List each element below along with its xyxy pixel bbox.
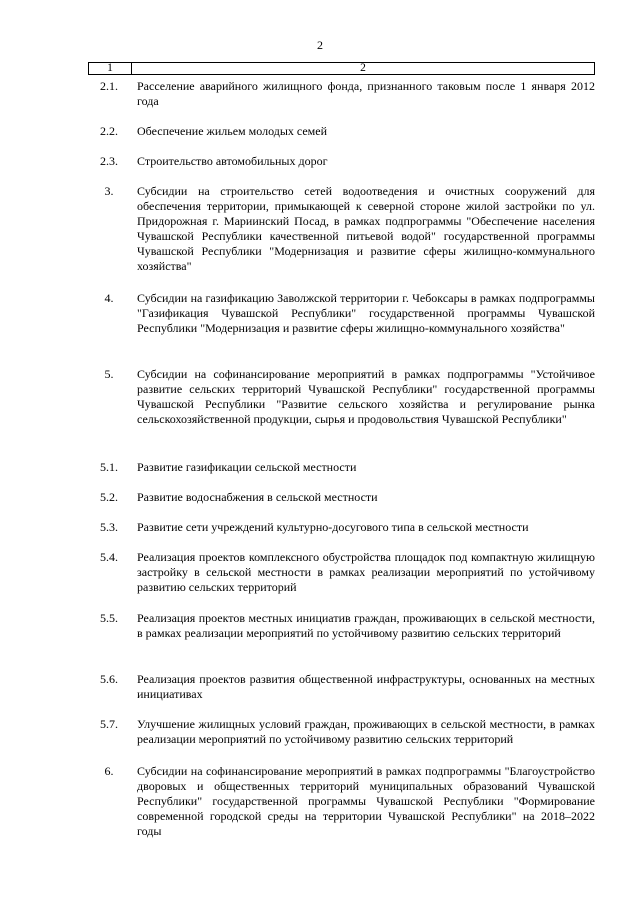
table-row <box>88 520 595 535</box>
table-row <box>88 184 595 274</box>
row-number: 5. <box>104 367 114 381</box>
row-number: 6. <box>104 764 114 778</box>
table-row <box>88 672 595 702</box>
row-number: 5.6. <box>100 672 118 686</box>
table-row <box>88 154 595 169</box>
row-text: Улучшение жилищных условий граждан, проживающих в сельской местности, в рамках реализации мероприятий по устойчивому развитию сельских территорий <box>137 717 595 746</box>
row-number: 5.1. <box>100 460 118 474</box>
row-text: Расселение аварийного жилищного фонда, признанного таковым после 1 января 2012 года <box>137 79 595 108</box>
table-row <box>88 611 595 641</box>
row-text: Субсидии на софинансирование мероприятий в рамках подпрограммы "Устойчивое развитие сельских территорий Чувашской Республики" государственной программы Чувашской Республики "Развитие сельского хозяйства и регулирование рынка сельскохозяйственной продукции, сырья и продовольствия Чувашской Республики" <box>137 367 595 426</box>
row-number: 5.3. <box>100 520 118 534</box>
header-col-1: 1 <box>89 63 132 74</box>
page-number: 2 <box>317 38 323 52</box>
row-number: 5.4. <box>100 550 118 564</box>
table-row <box>88 124 595 139</box>
row-text: Развитие газификации сельской местности <box>137 460 357 474</box>
table-row <box>88 717 595 747</box>
row-number: 5.2. <box>100 490 118 504</box>
row-text: Реализация проектов местных инициатив граждан, проживающих в сельской местности, в рамках реализации мероприятий по устойчивому развитию сельских территорий <box>137 611 595 640</box>
row-text: Субсидии на софинансирование мероприятий в рамках подпрограммы "Благоустройство дворовых и общественных территорий муниципальных образований Чувашской Республики" государственной программы Чувашской Республики "Формирование современной городской среды на территории Чувашской Республики" на 2018–2022 годы <box>137 764 595 838</box>
row-text: Развитие водоснабжения в сельской местности <box>137 490 378 504</box>
row-text: Реализация проектов комплексного обустройства площадок под компактную жилищную застройку в сельской местности в рамках реализации мероприятий по устойчивому развитию сельских территорий <box>137 550 595 594</box>
row-text: Обеспечение жильем молодых семей <box>137 124 328 138</box>
row-number: 2.2. <box>100 124 118 138</box>
row-text: Субсидии на строительство сетей водоотведения и очистных сооружений для обеспечения территории, примыкающей к северной стороне жилой застройки по ул. Придорожная г. Мариинский Посад, в рамках подпрограммы "Обеспечение населения Чувашской Республики качественной питьевой водой" государственной программы Чувашской Республики "Модернизация и развитие сферы жилищно-коммунального хозяйства" <box>137 184 595 273</box>
table-row <box>88 550 595 595</box>
row-number: 2.1. <box>100 79 118 93</box>
table-header <box>88 62 595 75</box>
table-row <box>88 291 595 336</box>
row-text: Реализация проектов развития общественной инфраструктуры, основанных на местных инициативах <box>137 672 595 701</box>
row-number: 5.7. <box>100 717 118 731</box>
table-row <box>88 79 595 109</box>
table-row <box>88 764 595 839</box>
row-text: Строительство автомобильных дорог <box>137 154 328 168</box>
table-row <box>88 367 595 427</box>
header-col-2: 2 <box>360 62 366 74</box>
row-number: 3. <box>104 184 114 198</box>
row-text: Субсидии на газификацию Заволжской территории г. Чебоксары в рамках подпрограммы "Газификация Чувашской Республики" государственной программы Чувашской Республики "Модернизация и развитие сферы жилищно-коммунального хозяйства" <box>137 291 595 335</box>
table-row <box>88 460 595 475</box>
row-number: 2.3. <box>100 154 118 168</box>
row-number: 5.5. <box>100 611 118 625</box>
row-number: 4. <box>104 291 114 305</box>
row-text: Развитие сети учреждений культурно-досугового типа в сельской местности <box>137 520 529 534</box>
table-row <box>88 490 595 505</box>
